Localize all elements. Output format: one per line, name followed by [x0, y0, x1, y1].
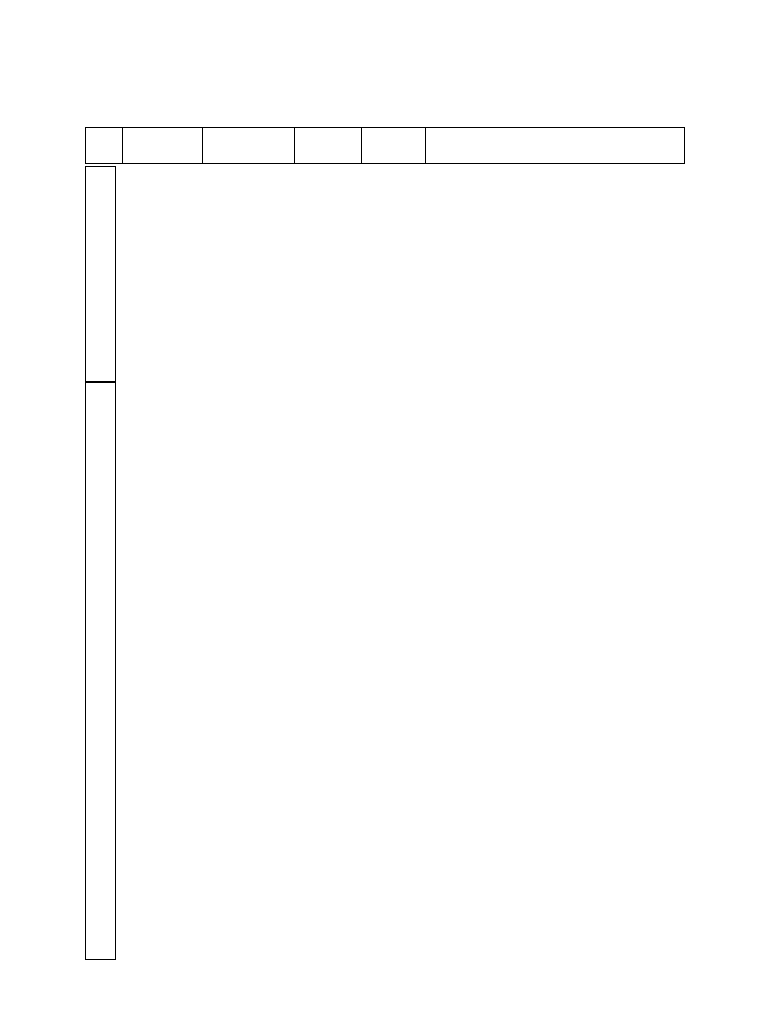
table-header-row — [85, 127, 685, 164]
header-caz — [86, 128, 122, 163]
case-cell-nominativ — [85, 166, 116, 382]
header-regent — [361, 128, 425, 163]
case-cell-acuzativ — [85, 382, 116, 960]
header-prepozitii — [122, 128, 202, 163]
header-functii-sintactice — [202, 128, 294, 163]
case-label-n — [86, 167, 115, 169]
header-exemple — [425, 128, 684, 163]
header-intrebari — [294, 128, 361, 163]
